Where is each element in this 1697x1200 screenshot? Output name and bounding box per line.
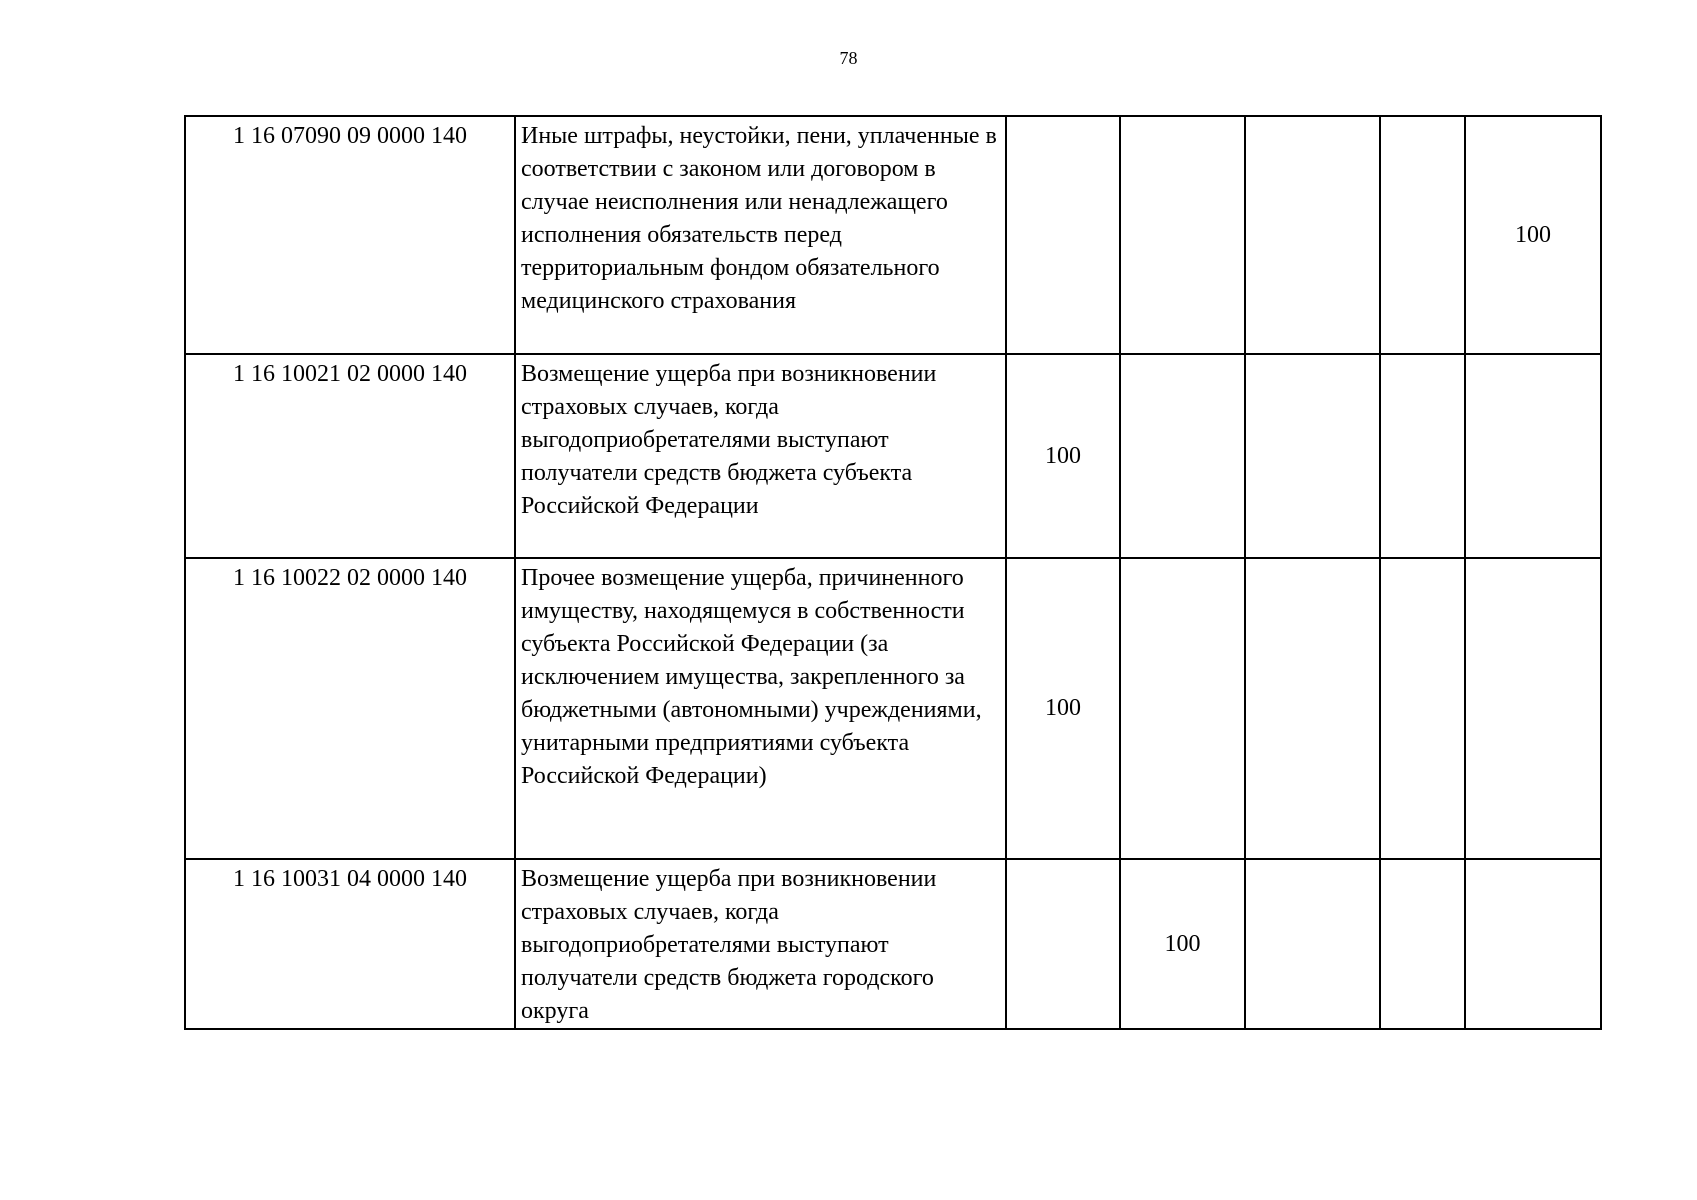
income-description-cell: Иные штрафы, неустойки, пени, уплаченные в соответствии с законом или договором в случае неисполнения или ненадлежащего исполнения обязательств перед территориальным фондом обязательного медицинского страхования xyxy=(515,116,1006,354)
table-row xyxy=(185,859,1601,1029)
value-cell-4 xyxy=(1380,116,1465,354)
table-row xyxy=(185,354,1601,558)
budget-code-cell: 1 16 10031 04 0000 140 xyxy=(185,859,515,1029)
value-cell-3 xyxy=(1245,116,1380,354)
budget-code-cell: 1 16 10022 02 0000 140 xyxy=(185,558,515,859)
value-cell-1 xyxy=(1006,116,1120,354)
table-row xyxy=(185,116,1601,354)
value-cell-2 xyxy=(1120,558,1245,859)
value-cell-3 xyxy=(1245,558,1380,859)
value-cell-5 xyxy=(1465,859,1601,1029)
value-cell-4 xyxy=(1380,558,1465,859)
page-number: 78 xyxy=(839,48,858,68)
value-cell-3 xyxy=(1245,354,1380,558)
budget-code-cell: 1 16 07090 09 0000 140 xyxy=(185,116,515,354)
value-cell-5: 100 xyxy=(1465,116,1601,354)
value-cell-4 xyxy=(1380,859,1465,1029)
table-row xyxy=(185,558,1601,859)
income-description-cell: Возмещение ущерба при возникновении страховых случаев, когда выгодоприобретателями выступают получатели средств бюджета субъекта Российской Федерации xyxy=(515,354,1006,558)
value-cell-2: 100 xyxy=(1120,859,1245,1029)
value-cell-2 xyxy=(1120,354,1245,558)
value-cell-5 xyxy=(1465,558,1601,859)
value-cell-1: 100 xyxy=(1006,558,1120,859)
revenue-distribution-table xyxy=(184,115,1602,1030)
value-cell-1 xyxy=(1006,859,1120,1029)
income-description-cell: Прочее возмещение ущерба, причиненного имуществу, находящемуся в собственности субъекта Российской Федерации (за исключением имущества, закрепленного за бюджетными (автономными) учреждениями, унитарными предприятиями субъекта Российской Федерации) xyxy=(515,558,1006,859)
value-cell-3 xyxy=(1245,859,1380,1029)
value-cell-5 xyxy=(1465,354,1601,558)
value-cell-2 xyxy=(1120,116,1245,354)
value-cell-4 xyxy=(1380,354,1465,558)
budget-code-cell: 1 16 10021 02 0000 140 xyxy=(185,354,515,558)
income-description-cell: Возмещение ущерба при возникновении страховых случаев, когда выгодоприобретателями выступают получатели средств бюджета городского округа xyxy=(515,859,1006,1029)
value-cell-1: 100 xyxy=(1006,354,1120,558)
